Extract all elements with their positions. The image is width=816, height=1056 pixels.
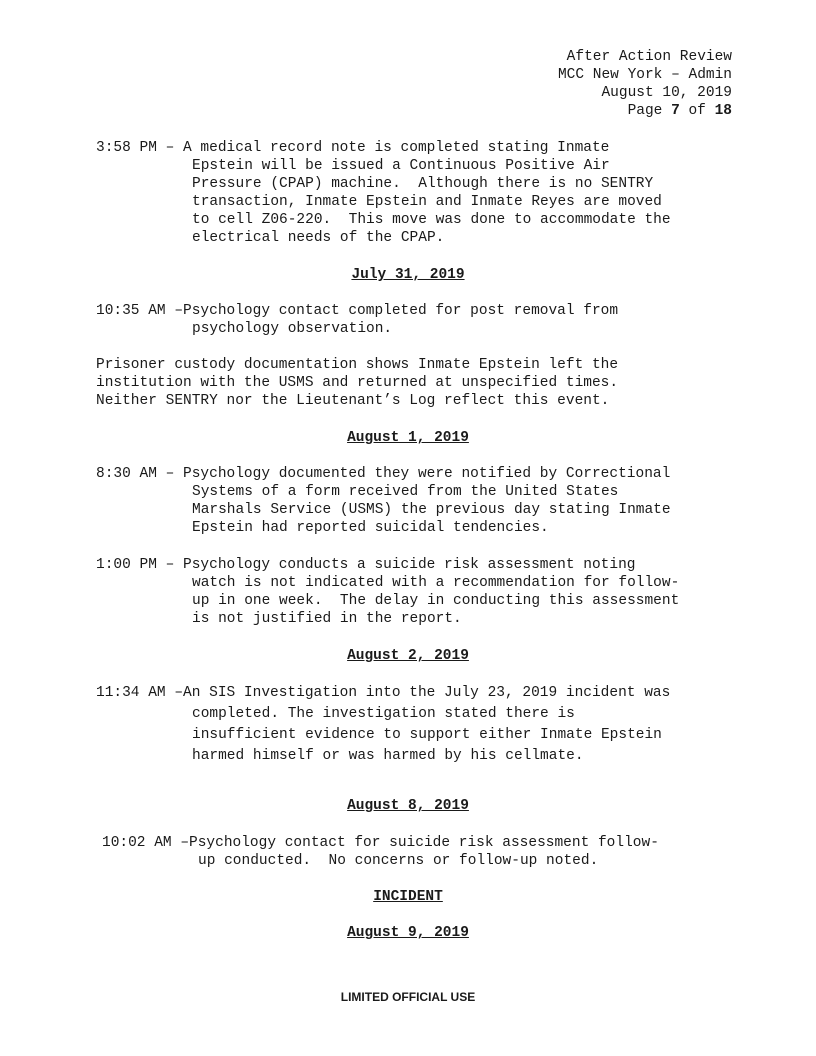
- entry-11-34-am: [96, 683, 670, 767]
- page-label: Page: [627, 103, 663, 119]
- entry-line: Epstein will be issued a Continuous Positive Air: [192, 158, 610, 174]
- para-line: Prisoner custody documentation shows Inmate Epstein left the: [96, 357, 619, 373]
- entry-line: 3:58 PM – A medical record note is completed stating Inmate: [96, 140, 610, 156]
- entry-line: completed. The investigation stated there is: [192, 706, 575, 722]
- entry-10-02-am: [102, 834, 659, 870]
- entry-line: to cell Z06-220. This move was done to accommodate the: [192, 212, 671, 228]
- entry-line: 8:30 AM – Psychology documented they were notified by Correctional: [96, 466, 671, 482]
- entry-line: psychology observation.: [192, 321, 393, 337]
- incident-heading: INCIDENT: [373, 889, 443, 905]
- entry-line: 10:02 AM –Psychology contact for suicide risk assessment follow-: [102, 835, 659, 851]
- entry-line: Marshals Service (USMS) the previous day stating Inmate: [192, 502, 671, 518]
- date-heading-august-9: August 9, 2019: [347, 925, 469, 941]
- entry-line: Systems of a form received from the United States: [192, 484, 619, 500]
- entry-8-30-am: [96, 465, 671, 537]
- entry-line: is not justified in the report.: [192, 611, 462, 627]
- para-line: Neither SENTRY nor the Lieutenant’s Log reflect this event.: [96, 393, 610, 409]
- header-title: After Action Review: [566, 49, 732, 65]
- document-header: [558, 48, 732, 120]
- entry-line: up conducted. No concerns or follow-up noted.: [198, 853, 599, 869]
- entry-3-58-pm: [96, 139, 671, 247]
- date-heading-august-1: August 1, 2019: [347, 430, 469, 446]
- page-total: 18: [714, 103, 732, 119]
- entry-line: 11:34 AM –An SIS Investigation into the July 23, 2019 incident was: [96, 685, 671, 701]
- entry-line: insufficient evidence to support either Inmate Epstein: [192, 727, 662, 743]
- entry-line: electrical needs of the CPAP.: [192, 230, 445, 246]
- entry-line: 10:35 AM –Psychology contact completed for post removal from: [96, 303, 619, 319]
- entry-line: 1:00 PM – Psychology conducts a suicide risk assessment noting: [96, 557, 636, 573]
- para-line: institution with the USMS and returned at unspecified times.: [96, 375, 619, 391]
- entry-10-35-am: [96, 302, 618, 338]
- date-heading-august-8: August 8, 2019: [347, 798, 469, 814]
- entry-line: up in one week. The delay in conducting this assessment: [192, 593, 680, 609]
- classification-footer: LIMITED OFFICIAL USE: [340, 990, 476, 1004]
- entry-line: watch is not indicated with a recommendation for follow-: [192, 575, 680, 591]
- custody-paragraph: [96, 356, 618, 410]
- date-heading-august-2: August 2, 2019: [347, 648, 469, 664]
- page-number: 7: [671, 103, 680, 119]
- header-facility: MCC New York – Admin: [557, 67, 732, 83]
- date-heading-july-31: July 31, 2019: [351, 267, 465, 283]
- entry-line: Epstein had reported suicidal tendencies.: [192, 520, 549, 536]
- header-date: August 10, 2019: [601, 85, 732, 101]
- entry-line: Pressure (CPAP) machine. Although there is no SENTRY: [192, 176, 654, 192]
- page-of: of: [688, 103, 706, 119]
- entry-1-00-pm: [96, 556, 679, 628]
- entry-line: harmed himself or was harmed by his cellmate.: [192, 748, 584, 764]
- entry-line: transaction, Inmate Epstein and Inmate Reyes are moved: [192, 194, 662, 210]
